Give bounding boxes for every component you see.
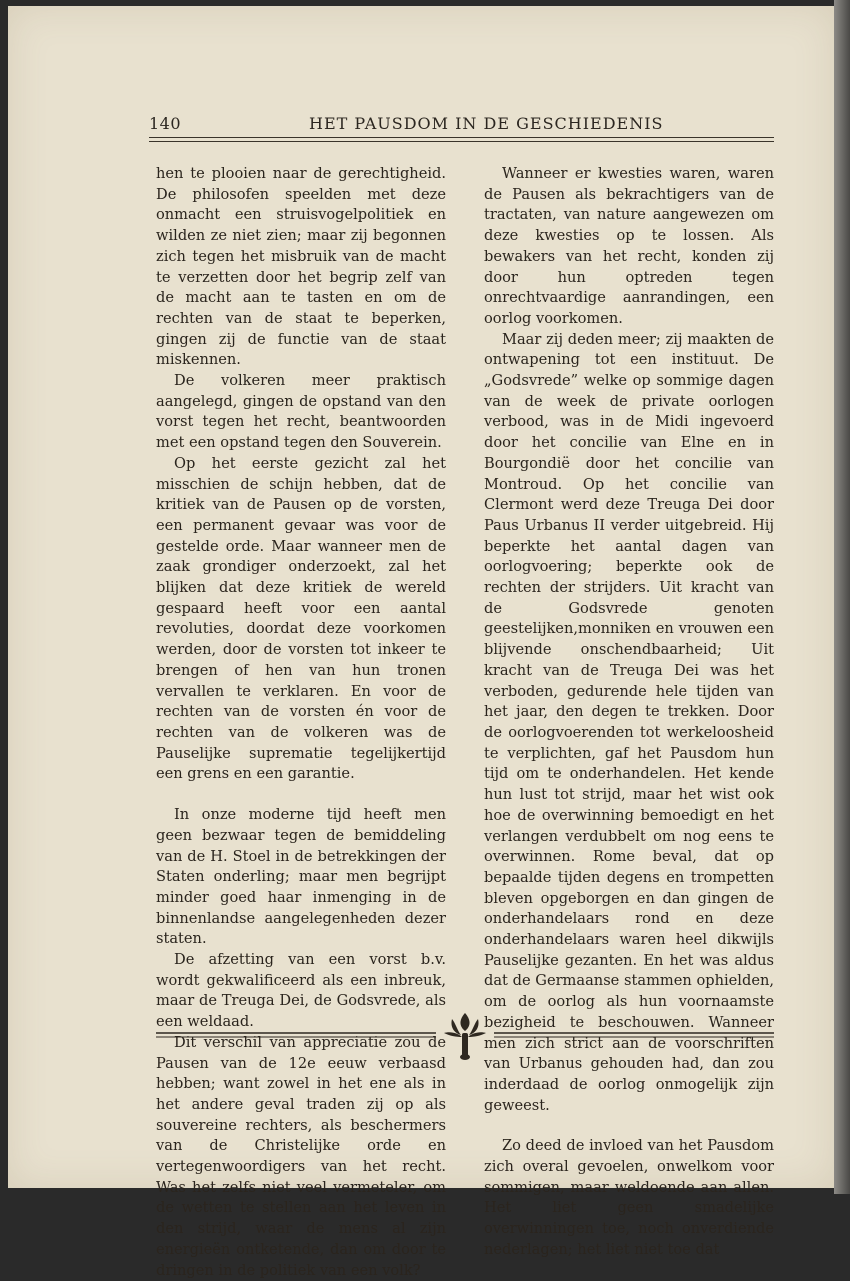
paragraph: De afzetting van een vorst b.v. wordt gekwalificeerd als een inbreuk, maar de Treuga Dei, de Godsvrede, als een weldaad. bbox=[156, 951, 446, 1031]
paragraph: In onze moderne tijd heeft men geen bezwaar tegen de bemiddeling van de H. Stoel in de betrekkingen der Staten onderling; maar men begrijpt minder goed haar inmenging in de binnenlandse aangelegenheden dezer staten. bbox=[156, 806, 446, 948]
paragraph: hen te plooien naar de gerechtigheid. De philosofen speelden met deze onmacht een struisvogelpolitiek en wilden ze niet zien; maar zij begonnen zich tegen het misbruik van de macht te verzetten door het begrip zelf van de macht aan te tasten en om de rechten van de staat te beperken, gingen zij de functie van de staat miskennen. bbox=[156, 165, 446, 369]
left-column bbox=[156, 164, 446, 1281]
header-rule-thin bbox=[149, 141, 774, 142]
page-number: 140 bbox=[149, 114, 182, 133]
document-page bbox=[8, 6, 834, 1279]
paragraph: Zo deed de invloed van het Pausdom zich overal gevoelen, onwelkom voor sommigen, maar weldoende aan allen. Het liet geen smadelijke overwinningen toe, noch onverdiende nederlagen; het liet niet toe dat bbox=[484, 1137, 774, 1258]
right-column bbox=[484, 164, 774, 1261]
paragraph: De volkeren meer praktisch aangelegd, gingen de opstand van den vorst tegen het recht, beantwoorden met een opstand tegen den Souverein. bbox=[156, 372, 446, 452]
flame-fleuron-icon bbox=[156, 1011, 774, 1061]
header-rule bbox=[149, 137, 774, 138]
scan-edge bbox=[834, 0, 850, 1194]
running-title: HET PAUSDOM IN DE GESCHIEDENIS bbox=[309, 114, 664, 133]
paragraph: Op het eerste gezicht zal het misschien de schijn hebben, dat de kritiek van de Pausen op de vorsten, een permanent gevaar was voor de gestelde orde. Maar wanneer men de zaak grondiger onderzoekt, zal het blijken dat deze kritiek de wereld gespaard heeft voor een aantal revoluties, doordat deze voorkomen werden, door de vorsten tot inkeer te brengen of hen van hun tronen vervallen te verklaren. En voor de rechten van de vorsten én voor de rechten van de volkeren was de Pauselijke suprematie tegelijkertijd een grens en een garantie. bbox=[156, 454, 446, 783]
paragraph: Wanneer er kwesties waren, waren de Pausen als bekrachtigers van de tractaten, van nature aangewezen om deze kwesties op te lossen. Als bewakers van het recht, konden zij door hun optreden tegen onrechtvaardige aanrandingen, een oorlog voorkomen. bbox=[484, 165, 774, 327]
paragraph: Maar zij deden meer; zij maakten de ontwapening tot een instituut. De „Godsvrede” welke op sommige dagen van de week de private oorlogen verbood, was in de Midi ingevoerd door het concilie van Elne en in Bourgondië door het concilie van Montroud. Op het concilie van Clermont werd deze Treuga Dei door Paus Urbanus II verder uitgebreid. Hij beperkte het aantal dagen van oorlogvoering; beperkte ook de rechten der strijders. Uit kracht van de Godsvrede genoten geestelijken,monniken en vrouwen een blijvende onschendbaarheid; Uit kracht van de Treuga Dei was het verboden, gedurende hele tijden van het jaar, den degen te trekken. Door de oorlogvoerenden tot werkeloosheid te verplichten, gaf het Pausdom hun tijd om te onderhandelen. Het kende hun lust tot strijd, maar het wist ook hoe de overwinning bemoedigt en het verlangen verdubbelt om nog eens te overwinnen. Rome beval, dat op bepaalde tijden degens en trompetten bleven opgeborgen en dan gingen de onderhandelaars rond en deze onderhandelaars waren heel dikwijls Pauselijke gezanten. En het was aldus dat de Germaanse stammen ophielden, om de oorlog als hun voornaamste bezigheid te beschouwen. Wanneer men zich strict aan de voorschriften van Urbanus gehouden had, dan zou inderdaad de oorlog onmogelijk zijn geweest. bbox=[484, 330, 774, 1114]
paragraph: Dit verschil van appreciatie zou de Pausen van de 12e eeuw verbaasd hebben; want zowel in het ene als in het andere geval traden zij op als souvereine rechters, als beschermers van de Christelijke orde en vertegenwoordigers van het recht. Was het zelfs niet veel vermeteler, om de wetten te stellen aan het leven in den strijd, waar de mens al zijn energieën ontketende, dan om door te dringen in de politiek van een volk? bbox=[156, 1033, 446, 1279]
